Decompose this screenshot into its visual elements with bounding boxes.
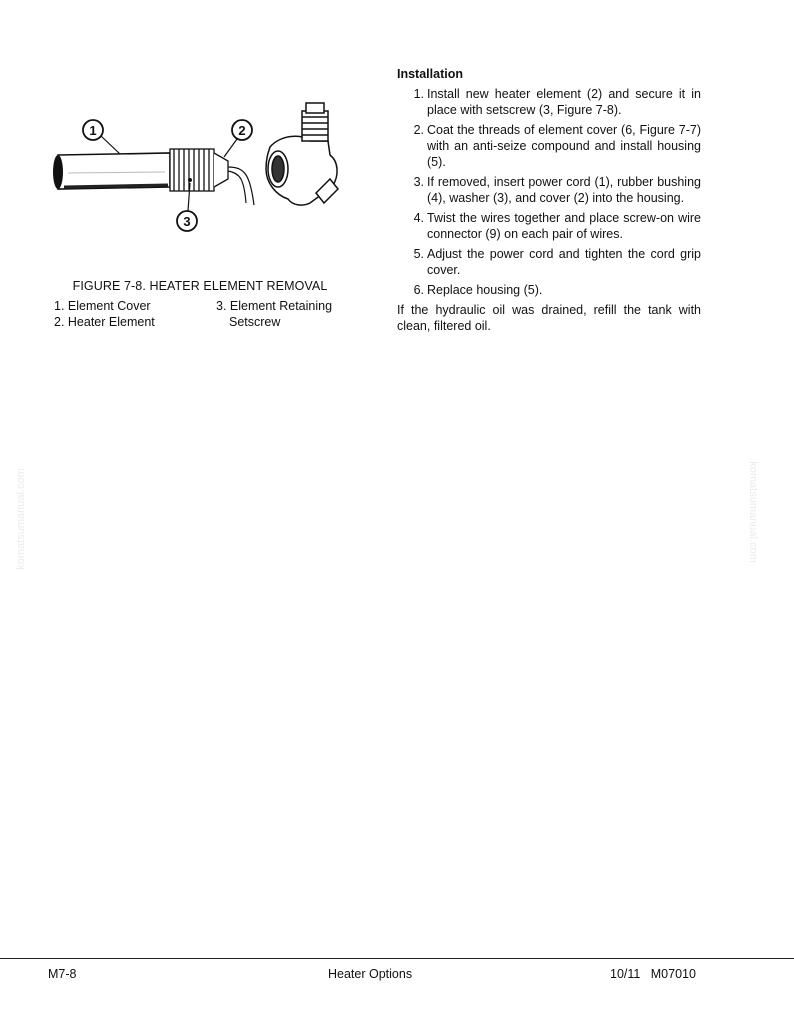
legend-item-element-cover: 1. Element Cover [54, 299, 151, 313]
legend-item-retaining-setscrew: 3. Element Retaining [216, 299, 333, 313]
list-item [397, 122, 701, 170]
step-text: If removed, insert power cord (1), rubber bushing (4), washer (3), and cover (2) into the housing. [427, 175, 701, 205]
step-number: 5. [413, 247, 424, 261]
figure-legend-left [54, 298, 155, 330]
step-number: 2. [413, 123, 424, 137]
callout-1-label: 1 [89, 123, 97, 138]
watermark-left: komatsumanual.com [14, 468, 27, 570]
footer-page-number: M7-8 [48, 967, 77, 981]
step-text: Adjust the power cord and tighten the cord grip cover. [427, 247, 701, 277]
list-item [397, 86, 701, 118]
step-number: 6. [413, 283, 424, 297]
heater-element-illustration [40, 95, 380, 255]
step-text: Install new heater element (2) and secure it in place with setscrew (3, Figure 7-8). [427, 87, 701, 117]
closing-note: If the hydraulic oil was drained, refill the tank with clean, filtered oil. [397, 303, 701, 333]
legend-item-retaining-setscrew-cont: Setscrew [229, 315, 281, 329]
callout-1 [83, 120, 120, 154]
figure-caption: FIGURE 7-8. HEATER ELEMENT REMOVAL [72, 279, 328, 293]
list-item [397, 174, 701, 206]
step-number: 4. [413, 211, 424, 225]
heater-element-figure [40, 95, 380, 255]
step-text: Replace housing (5). [427, 283, 543, 297]
section-heading: Installation [397, 67, 463, 81]
list-item [397, 210, 701, 242]
footer-divider [0, 958, 794, 959]
callout-3-label: 3 [183, 214, 191, 229]
figure-legend-right [216, 298, 332, 330]
step-number: 1. [413, 87, 424, 101]
step-number: 3. [413, 175, 424, 189]
installation-steps [397, 86, 701, 298]
list-item [397, 282, 701, 298]
step-text: Coat the threads of element cover (6, Figure 7-7) with an anti-seize compound and install housing (5). [427, 123, 701, 169]
list-item [397, 246, 701, 278]
step-text: Twist the wires together and place screw-on wire connector (9) on each pair of wires. [427, 211, 701, 241]
legend-item-heater-element: 2. Heater Element [54, 315, 155, 329]
footer-section-title: Heater Options [328, 967, 413, 981]
watermark-right: komatsumanual.com [746, 461, 759, 563]
callout-2-label: 2 [238, 123, 246, 138]
footer-doc-id: 10/11 M07010 [610, 967, 696, 981]
callout-2 [224, 120, 252, 157]
installation-section [397, 66, 701, 334]
